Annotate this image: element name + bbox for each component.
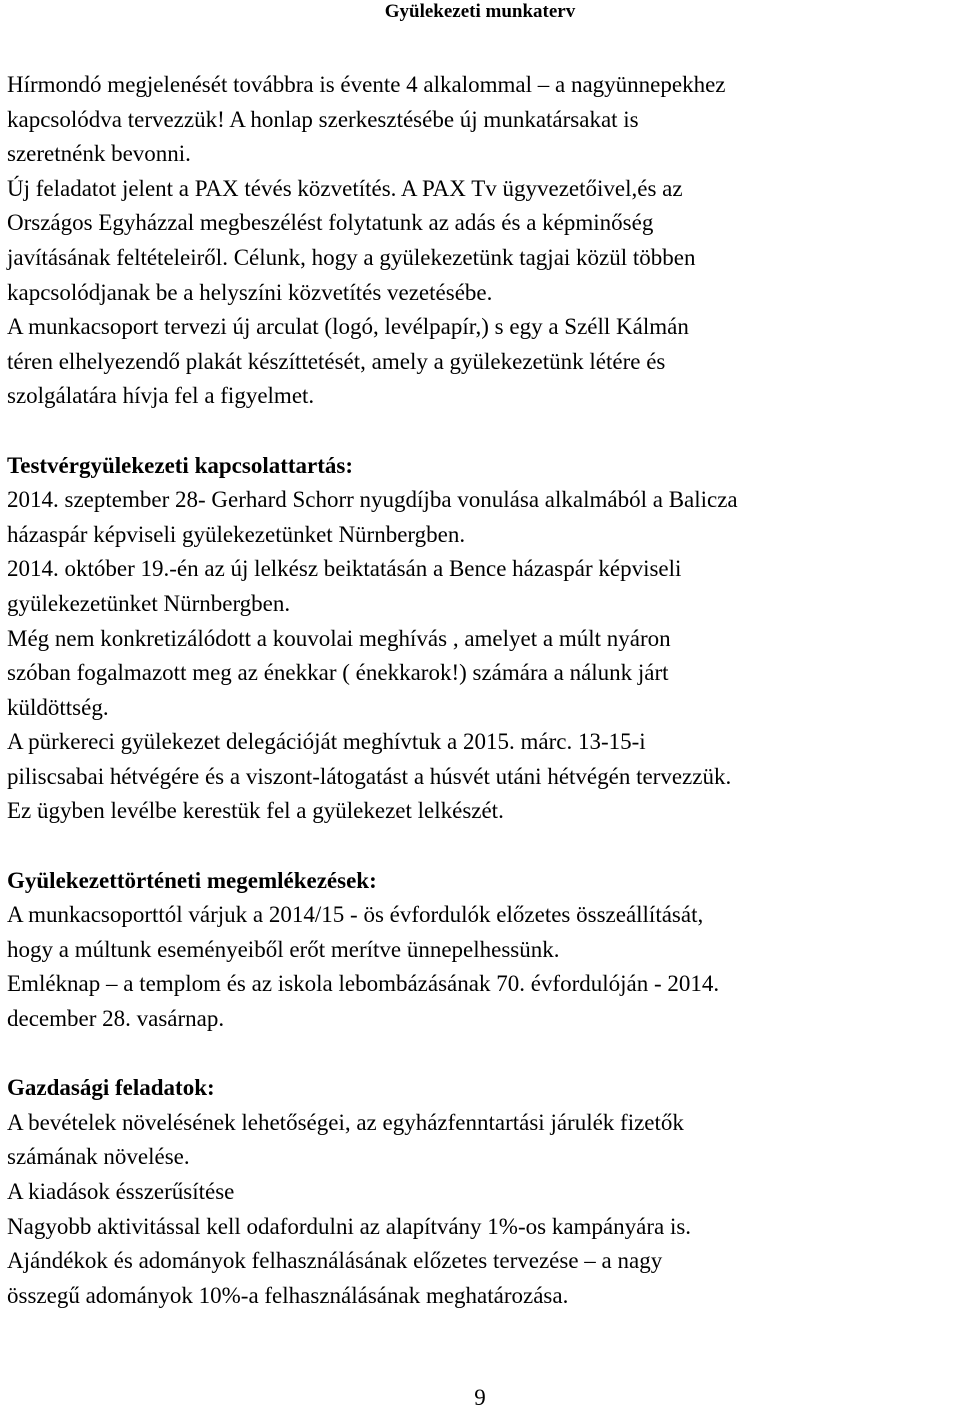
body-line: téren elhelyezendő plakát készíttetését, amely a gyülekezetünk létére és (7, 348, 666, 374)
blank-line (7, 1037, 955, 1072)
body-line: javításának feltételeiről. Célunk, hogy a gyülekezetünk tagjai közül többen (7, 244, 696, 270)
body-line: december 28. vasárnap. (7, 1006, 225, 1032)
body-line: Országos Egyházzal megbeszélést folytatunk az adás és a képminőség (7, 210, 654, 236)
body-line: 2014. szeptember 28- Gerhard Schorr nyugdíjba vonulása alkalmából a Balicza (7, 487, 738, 513)
body-line: szeretnénk bevonni. (7, 141, 191, 167)
document-body (7, 68, 955, 1313)
running-header: Gyülekezeti munkaterv (384, 1, 576, 22)
body-line: A munkacsoporttól várjuk a 2014/15 - ös évfordulók előzetes összeállítását, (7, 902, 704, 928)
body-line: számának növelése. (7, 1144, 190, 1170)
body-line: Hírmondó megjelenését továbbra is évente 4 alkalommal – a nagyünnepekhez (7, 72, 726, 97)
body-line: összegű adományok 10%-a felhasználásának meghatározása. (7, 1282, 569, 1308)
section-heading: Testvérgyülekezeti kapcsolattartás: (7, 452, 353, 478)
body-line: kapcsolódva tervezzük! A honlap szerkesztésébe új munkatársakat is (7, 106, 639, 132)
section-sister-congregations (7, 449, 955, 830)
body-line: Ajándékok és adományok felhasználásának előzetes tervezése – a nagy (7, 1248, 663, 1274)
body-line: Emléknap – a templom és az iskola lebombázásának 70. évfordulóján - 2014. (7, 971, 720, 997)
blank-line (7, 829, 955, 864)
intro-paragraph (7, 68, 955, 414)
body-line: hogy a múltunk eseményeiből erőt merítve ünnepelhessünk. (7, 936, 560, 962)
body-line: 2014. október 19.-én az új lelkész beiktatásán a Bence házaspár képviseli (7, 556, 682, 582)
body-line: A pürkereci gyülekezet delegációját meghívtuk a 2015. márc. 13-15-i (7, 729, 646, 755)
body-line: A munkacsoport tervezi új arculat (logó, levélpapír,) s egy a Széll Kálmán (7, 314, 689, 340)
body-line: A kiadások ésszerűsítése (7, 1179, 235, 1204)
body-line: Még nem konkretizálódott a kouvolai meghívás , amelyet a múlt nyáron (7, 625, 671, 651)
body-line: gyülekezetünket Nürnbergben. (7, 590, 291, 616)
body-line: A bevételek növelésének lehetőségei, az egyházfenntartási járulék fizetők (7, 1109, 684, 1135)
section-heading: Gyülekezettörténeti megemlékezések: (7, 867, 377, 893)
body-line: piliscsabai hétvégére és a viszont-látogatást a húsvét utáni hétvégén tervezzük. (7, 763, 732, 789)
section-heading: Gazdasági feladatok: (7, 1075, 215, 1101)
section-history-commemorations (7, 864, 955, 1037)
body-line: kapcsolódjanak be a helyszíni közvetítés vezetésébe. (7, 279, 493, 305)
body-line: Ez ügyben levélbe kerestük fel a gyülekezet lelkészét. (7, 798, 504, 824)
body-line: Nagyobb aktivitással kell odafordulni az alapítvány 1%-os kampányára is. (7, 1213, 692, 1239)
blank-line (7, 414, 955, 449)
page-number: 9 (474, 1385, 486, 1410)
body-line: szóban fogalmazott meg az énekkar ( énekkarok!) számára a nálunk járt (7, 660, 669, 686)
body-line: házaspár képviseli gyülekezetünket Nürnbergben. (7, 521, 466, 547)
body-line: küldöttség. (7, 694, 109, 720)
body-line: szolgálatára hívja fel a figyelmet. (7, 383, 315, 409)
body-line: Új feladatot jelent a PAX tévés közvetítés. A PAX Tv ügyvezetőivel,és az (7, 175, 683, 201)
section-financial-tasks (7, 1071, 955, 1313)
